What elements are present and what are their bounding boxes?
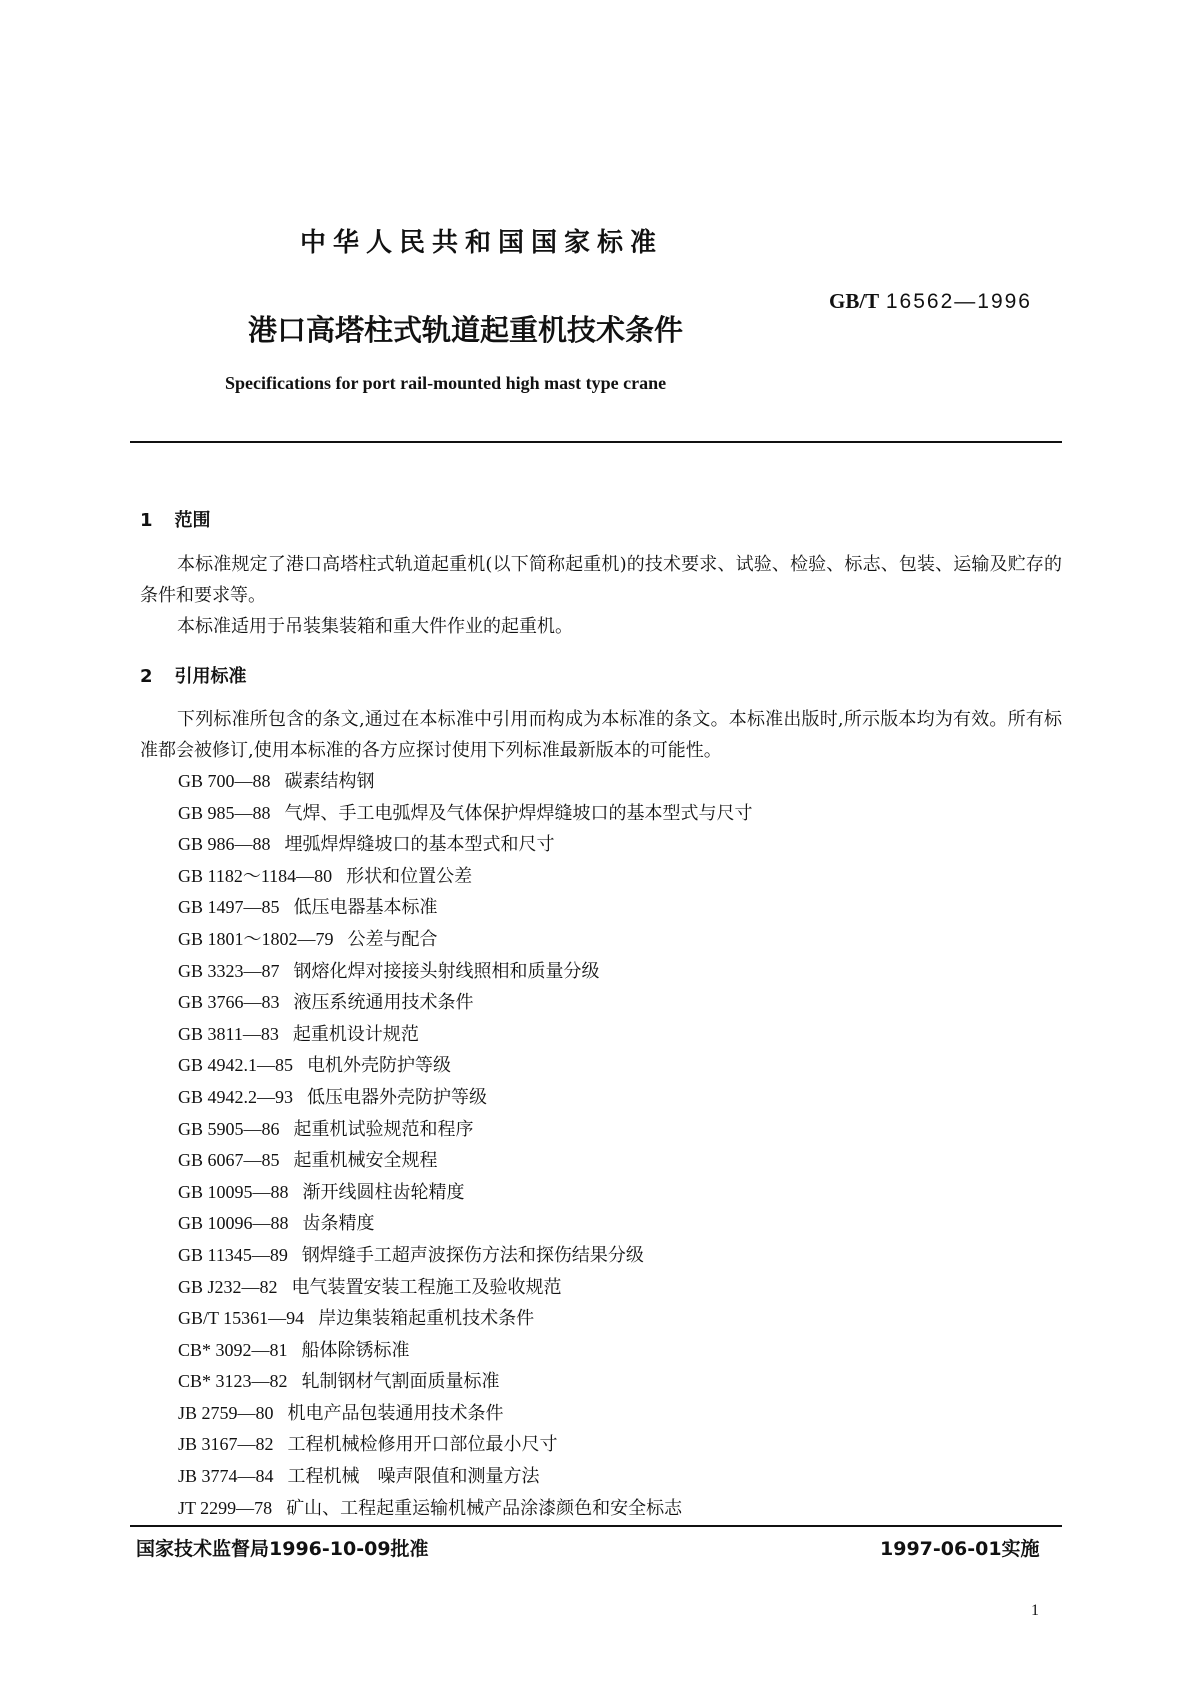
reference-name: 碳素结构钢 [284,771,375,792]
reference-item [178,1240,753,1272]
reference-name: 形状和位置公差 [346,865,473,887]
standard-code-number: 16562—1996 [885,290,1032,313]
reference-name: 机电产品包装通用技术条件 [287,1402,504,1424]
reference-item [178,1429,753,1461]
standard-code [829,289,1032,314]
reference-item [178,1019,753,1051]
reference-code: GB/T 15361—94 [178,1308,305,1329]
reference-code: GB 1182～1184—80 [178,865,333,886]
reference-item [178,1398,753,1430]
section-1-paragraph-1: 本标准规定了港口高塔柱式轨道起重机(以下简称起重机)的技术要求、试验、检验、标志、包装、运输及贮存的条件和要求等。 [140,554,1062,606]
reference-code: GB 3323—87 [178,960,280,981]
reference-name: 低压电器基本标准 [293,897,438,919]
reference-name: 钢熔化焊对接接头射线照相和质量分级 [293,960,600,982]
reference-name: 埋弧焊焊缝坡口的基本型式和尺寸 [284,834,555,856]
reference-item [178,766,753,798]
page-number: 1 [1031,1602,1039,1619]
standard-code-prefix: GB/T [829,289,880,313]
reference-item [178,1114,753,1146]
reference-item [178,1177,753,1209]
reference-name: 轧制钢材气割面质量标准 [301,1371,500,1393]
approval-line: 国家技术监督局1996-10-09批准 [136,1538,429,1560]
reference-name: 工程机械 噪声限值和测量方法 [287,1466,540,1488]
reference-name: 起重机械安全规程 [293,1150,438,1172]
reference-item [178,892,753,924]
reference-list [178,766,753,1524]
reference-name: 电机外壳防护等级 [307,1055,452,1077]
section-1-paragraph-2: 本标准适用于吊装集装箱和重大件作业的起重机。 [177,616,573,637]
reference-name: 公差与配合 [347,928,438,950]
reference-code: JB 3167—82 [178,1434,274,1455]
reference-name: 液压系统通用技术条件 [293,992,474,1014]
reference-name: 岸边集装箱起重机技术条件 [318,1308,535,1330]
reference-item [178,1461,753,1493]
reference-name: 电气装置安装工程施工及验收规范 [291,1276,562,1298]
header-divider [130,441,1062,443]
reference-code: CB* 3092—81 [178,1339,288,1360]
reference-code: JT 2299—78 [178,1497,273,1518]
reference-code: GB 3811—83 [178,1023,279,1044]
reference-code: JB 3774—84 [178,1466,274,1487]
reference-item [178,1208,753,1240]
reference-code: GB 10095—88 [178,1181,289,1202]
reference-name: 齿条精度 [302,1213,375,1235]
section-2-title: 引用标准 [174,666,247,687]
reference-item [178,956,753,988]
reference-item [178,1335,753,1367]
reference-code: GB 3766—83 [178,992,280,1013]
reference-item [178,798,753,830]
reference-code: GB 4942.2—93 [178,1086,294,1107]
section-1-heading [140,506,211,532]
section-2-intro: 下列标准所包含的条文,通过在本标准中引用而构成为本标准的条文。本标准出版时,所示版本均为有效。所有标准都会被修订,使用本标准的各方应探讨使用下列标准最新版本的可能性。 [140,709,1062,761]
reference-item [178,1272,753,1304]
document-title-cn: 港口高塔柱式轨道起重机技术条件 [248,313,684,347]
reference-code: JB 2759—80 [178,1402,274,1423]
reference-code: GB 11345—89 [178,1244,288,1265]
reference-code: GB 5905—86 [178,1118,280,1139]
reference-name: 渐开线圆柱齿轮精度 [302,1181,465,1203]
reference-code: GB 985—88 [178,802,271,823]
reference-item [178,1145,753,1177]
document-title-en: Specifications for port rail-mounted high mast type crane [225,373,667,393]
reference-code: CB* 3123—82 [178,1371,288,1392]
footer-divider [130,1525,1062,1527]
reference-name: 气焊、手工电弧焊及气体保护焊焊缝坡口的基本型式与尺寸 [284,802,753,824]
reference-name: 船体除锈标准 [301,1339,410,1361]
reference-item [178,861,753,893]
reference-item [178,987,753,1019]
reference-item [178,1050,753,1082]
reference-code: GB 10096—88 [178,1213,289,1234]
reference-code: GB 986—88 [178,834,271,855]
reference-item [178,1493,753,1525]
reference-code: GB 700—88 [178,771,271,791]
reference-name: 工程机械检修用开口部位最小尺寸 [287,1434,558,1456]
reference-item [178,829,753,861]
section-2-number: 2 [140,666,153,687]
reference-name: 低压电器外壳防护等级 [307,1086,488,1108]
reference-code: GB 1801～1802—79 [178,928,334,949]
reference-item [178,1303,753,1335]
reference-item [178,1082,753,1114]
reference-code: GB 4942.1—85 [178,1055,294,1076]
section-1-title: 范围 [174,510,211,531]
reference-name: 起重机设计规范 [292,1023,419,1045]
reference-code: GB 6067—85 [178,1150,280,1171]
reference-code: GB J232—82 [178,1276,278,1297]
reference-name: 起重机试验规范和程序 [293,1118,474,1140]
reference-name: 矿山、工程起重运输机械产品涂漆颜色和安全标志 [286,1497,683,1519]
section-2-heading [140,662,247,688]
country-standard-title: 中华人民共和国国家标准 [300,228,664,258]
reference-name: 钢焊缝手工超声波探伤方法和探伤结果分级 [301,1244,644,1266]
reference-item [178,1366,753,1398]
effective-date-line: 1997-06-01实施 [880,1538,1040,1560]
reference-code: GB 1497—85 [178,897,280,918]
reference-item [178,924,753,956]
section-1-number: 1 [140,510,153,531]
